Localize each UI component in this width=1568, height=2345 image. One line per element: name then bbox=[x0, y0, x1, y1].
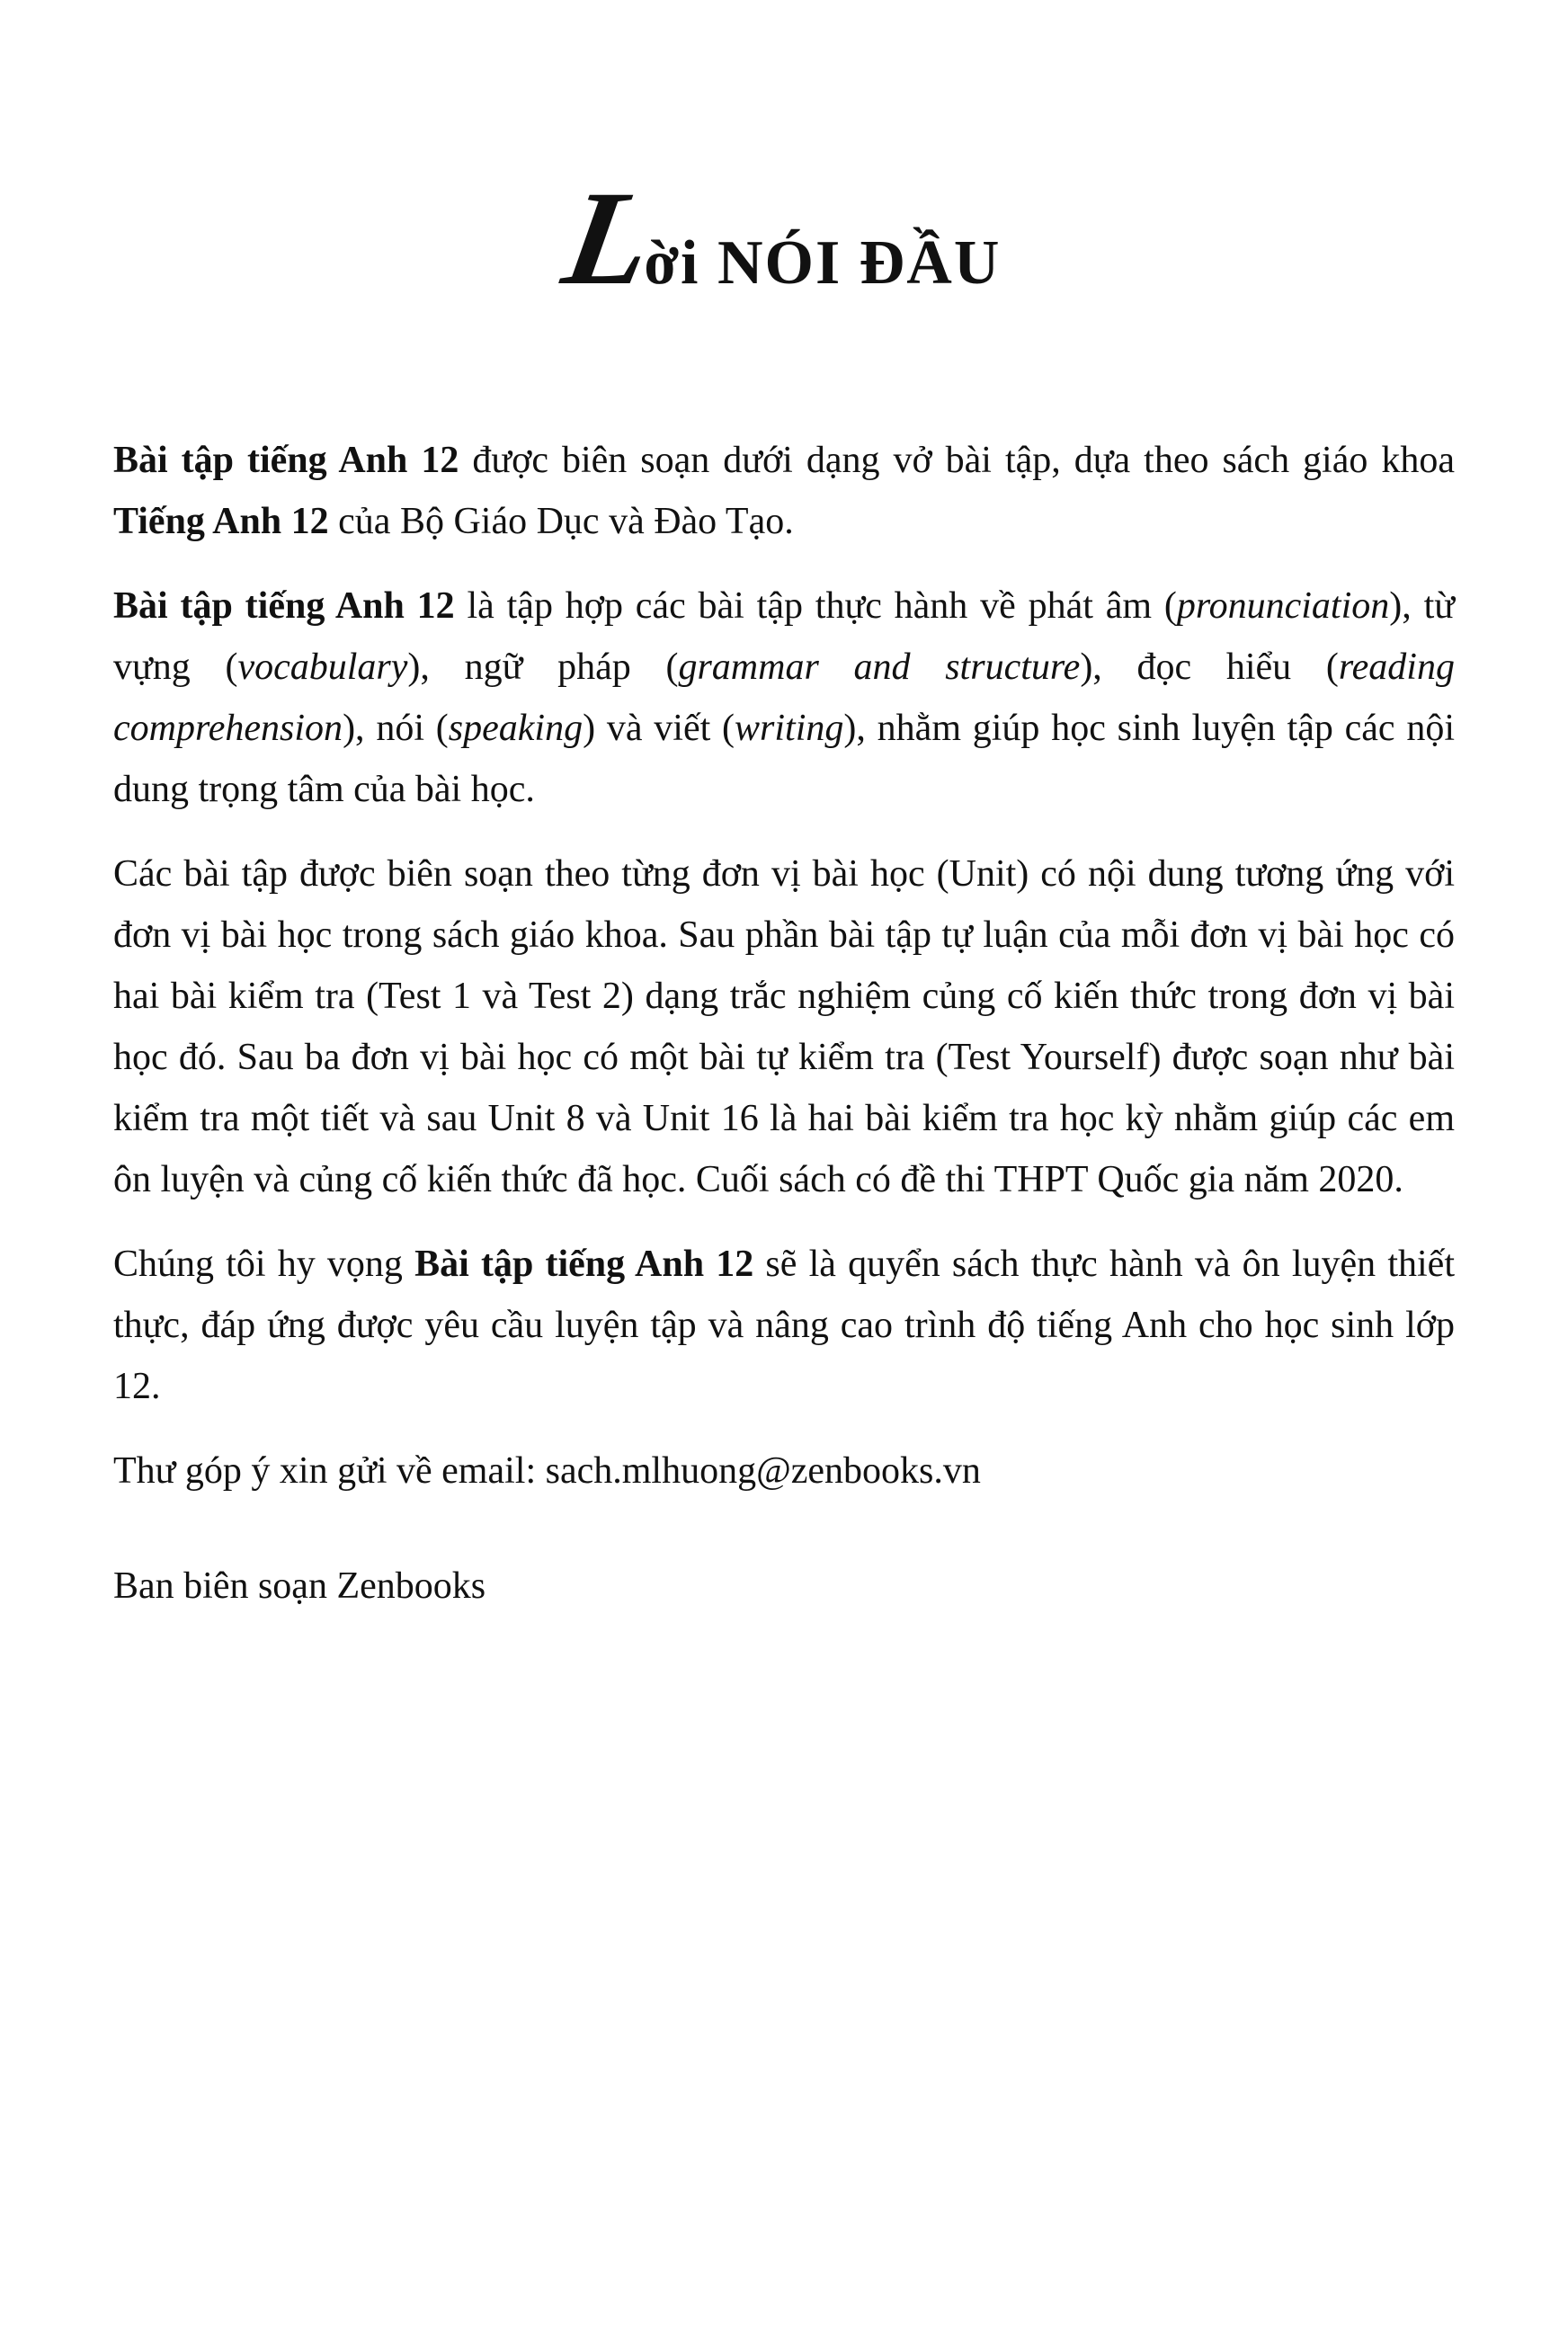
preface-body bbox=[113, 430, 1455, 1640]
paragraph-text: ), ngữ pháp ( bbox=[407, 646, 679, 688]
title-decorative-initial: L bbox=[553, 164, 657, 313]
paragraph-text: ) và viết ( bbox=[583, 708, 735, 749]
book-title-bold: Bài tập tiếng Anh 12 bbox=[414, 1244, 754, 1285]
paragraph-structure: Các bài tập được biên soạn theo từng đơn vị bài học (Unit) có nội dung tương ứng với đơn vị bài học trong sách giáo khoa. Sau phần bài tập tự luận của mỗi đơn vị bài học có hai bài kiểm tra (Test 1 và Test 2) dạng trắc nghiệm củng cố kiến thức trong đơn vị bài học đó. Sau ba đơn vị bài học có một bài tự kiểm tra (Test Yourself) được soạn như bài kiểm tra một tiết và sau Unit 8 và Unit 16 là hai bài kiểm tra học kỳ nhằm giúp các em ôn luyện và củng cố kiến thức đã học. Cuối sách có đề thi THPT Quốc gia năm 2020. bbox=[113, 853, 1455, 1200]
term-italic: grammar and structure bbox=[678, 646, 1081, 688]
term-italic: writing bbox=[735, 708, 844, 749]
textbook-title-bold: Tiếng Anh 12 bbox=[113, 501, 329, 542]
paragraph-text: ), từ vựng ( bbox=[113, 585, 1456, 688]
paragraph-text: Chúng tôi hy vọng bbox=[113, 1244, 415, 1285]
feedback-email-line: Thư góp ý xin gửi về email: sach.mlhuong@zenbooks.vn bbox=[113, 1450, 981, 1492]
term-italic: reading comprehension bbox=[113, 646, 1455, 749]
title-text: ời NÓI ĐẦU bbox=[644, 228, 1002, 298]
paragraph-text: của Bộ Giáo Dục và Đào Tạo. bbox=[328, 501, 794, 542]
signature: Ban biên soạn Zenbooks bbox=[113, 1565, 486, 1607]
term-italic: speaking bbox=[448, 708, 584, 749]
paragraph-text: là tập hợp các bài tập thực hành về phát âm ( bbox=[454, 585, 1177, 627]
term-italic: pronunciation bbox=[1176, 585, 1390, 627]
paragraph-hope bbox=[113, 1234, 1455, 1417]
paragraph-text: ), nói ( bbox=[343, 708, 449, 749]
paragraph-intro bbox=[113, 430, 1455, 552]
paragraph-text: được biên soạn dưới dạng vở bài tập, dựa theo sách giáo khoa bbox=[459, 440, 1455, 481]
paragraph-text: sẽ là quyển sách thực hành và ôn luyện thiết thực, đáp ứng được yêu cầu luyện tập và nâng cao trình độ tiếng Anh cho học sinh lớp 12. bbox=[113, 1244, 1455, 1407]
page-title bbox=[0, 164, 1568, 313]
book-title-bold: Bài tập tiếng Anh 12 bbox=[113, 440, 459, 481]
paragraph-contents bbox=[113, 575, 1455, 820]
book-title-bold: Bài tập tiếng Anh 12 bbox=[113, 585, 455, 627]
paragraph-text: ), nhằm giúp học sinh luyện tập các nội dung trọng tâm của bài học. bbox=[113, 708, 1456, 810]
term-italic: vocabulary bbox=[237, 646, 408, 688]
paragraph-text: ), đọc hiểu ( bbox=[1080, 646, 1339, 688]
